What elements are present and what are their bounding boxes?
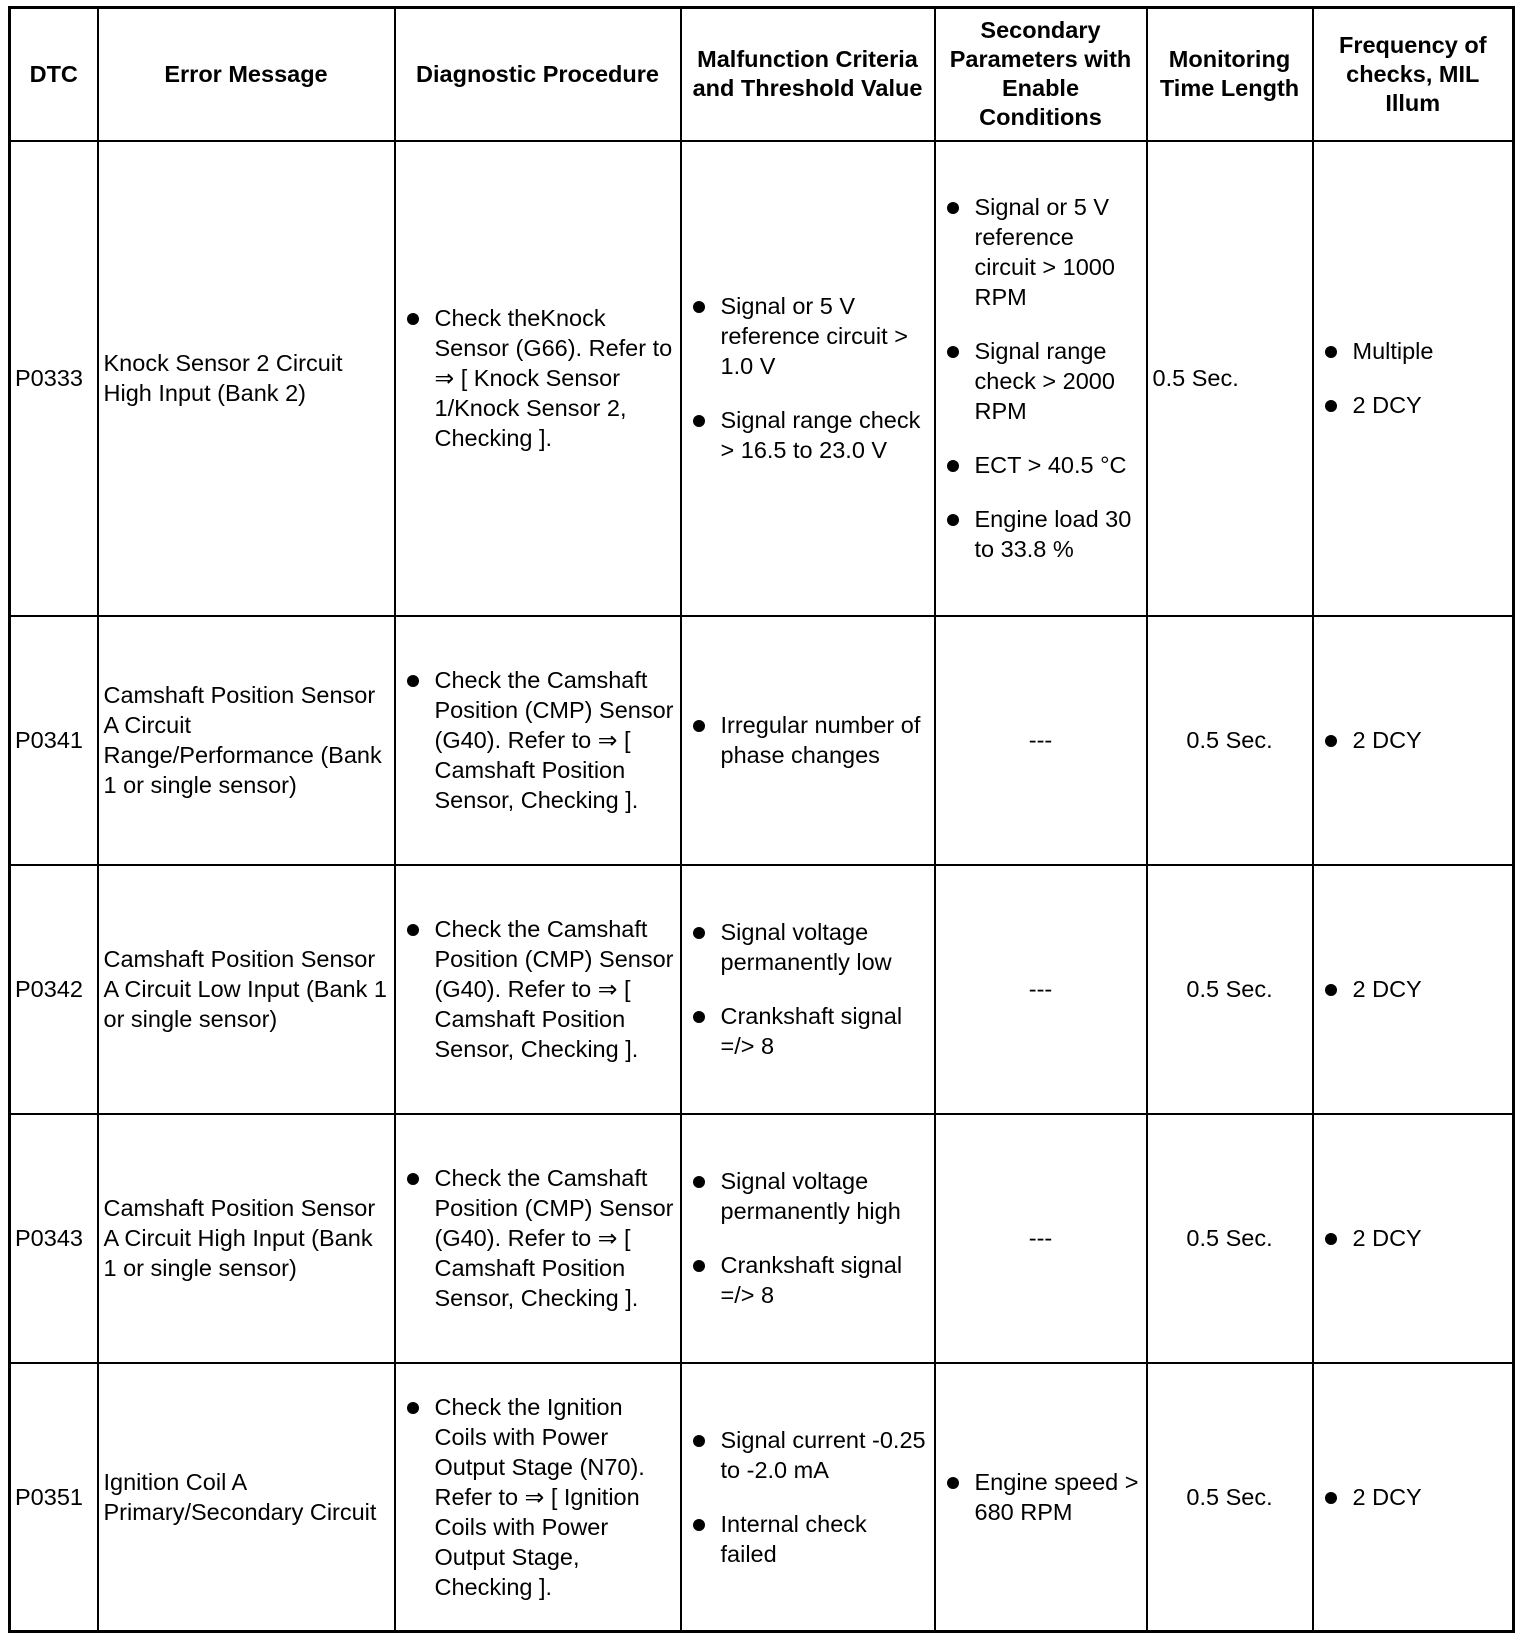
dtc-code: P0343: [15, 1225, 83, 1251]
dtc-code: P0342: [15, 976, 83, 1002]
error-message-cell: [98, 141, 395, 616]
header-diagnostic-procedure: Diagnostic Procedure: [395, 8, 681, 141]
monitoring-time-cell: [1147, 1363, 1313, 1632]
error-message: Camshaft Position Sensor A Circuit Range/Performance (Bank 1 or single sensor): [103, 682, 382, 798]
dtc-code-cell: [10, 1363, 98, 1632]
diagnostic-procedure-cell: [395, 865, 681, 1114]
list-item: Check the Camshaft Position (CMP) Sensor (G40). Refer to ⇒ [ Camshaft Position Sensor, Checking ].: [401, 1163, 675, 1313]
secondary-parameters-list: [941, 192, 1141, 564]
list-item: Engine speed > 680 RPM: [941, 1467, 1141, 1527]
monitoring-time: 0.5 Sec.: [1186, 1225, 1273, 1251]
frequency-list: [1319, 336, 1508, 420]
table-row: [10, 1363, 1514, 1632]
diagnostic-procedure-list: [401, 303, 675, 453]
frequency-cell: [1313, 141, 1514, 616]
monitoring-time-cell: [1147, 616, 1313, 865]
frequency-cell: [1313, 1114, 1514, 1363]
malfunction-criteria-cell: [681, 141, 935, 616]
dtc-code-cell: [10, 865, 98, 1114]
list-item: Signal current -0.25 to -2.0 mA: [687, 1425, 929, 1485]
malfunction-criteria-list: [687, 917, 929, 1061]
list-item: 2 DCY: [1319, 974, 1508, 1004]
table-row: [10, 1114, 1514, 1363]
dtc-code-cell: [10, 141, 98, 616]
list-item: Signal range check > 2000 RPM: [941, 336, 1141, 426]
secondary-parameters-cell: [935, 616, 1147, 865]
header-row: [10, 8, 1514, 141]
list-item: Check the Camshaft Position (CMP) Sensor (G40). Refer to ⇒ [ Camshaft Position Sensor, Checking ].: [401, 665, 675, 815]
frequency-list: [1319, 1482, 1508, 1512]
error-message: Ignition Coil A Primary/Secondary Circuit: [103, 1468, 377, 1525]
header-error-message: Error Message: [98, 8, 395, 141]
list-item: Multiple: [1319, 336, 1508, 366]
header-dtc: DTC: [10, 8, 98, 141]
error-message: Knock Sensor 2 Circuit High Input (Bank 2): [103, 350, 343, 406]
monitoring-time-cell: [1147, 865, 1313, 1114]
list-item: Irregular number of phase changes: [687, 710, 929, 770]
list-item: ECT > 40.5 °C: [941, 450, 1141, 480]
list-item: Crankshaft signal =/> 8: [687, 1250, 929, 1310]
header-malfunction-criteria: Malfunction Criteria and Threshold Value: [681, 8, 935, 141]
list-item: Signal range check > 16.5 to 23.0 V: [687, 405, 929, 465]
error-message: Camshaft Position Sensor A Circuit High Input (Bank 1 or single sensor): [103, 1195, 376, 1281]
secondary-parameters-empty: ---: [1028, 1225, 1053, 1251]
diagnostic-procedure-cell: [395, 1363, 681, 1632]
list-item: 2 DCY: [1319, 390, 1508, 420]
dtc-code: P0333: [15, 365, 83, 391]
frequency-list: [1319, 974, 1508, 1004]
dtc-table: [8, 6, 1515, 1633]
frequency-cell: [1313, 616, 1514, 865]
diagnostic-procedure-cell: [395, 616, 681, 865]
list-item: Signal voltage permanently low: [687, 917, 929, 977]
monitoring-time: 0.5 Sec.: [1152, 365, 1239, 391]
list-item: 2 DCY: [1319, 1482, 1508, 1512]
dtc-code-cell: [10, 1114, 98, 1363]
list-item: Engine load 30 to 33.8 %: [941, 504, 1141, 564]
malfunction-criteria-list: [687, 1166, 929, 1310]
malfunction-criteria-list: [687, 291, 929, 465]
secondary-parameters-empty: ---: [1028, 976, 1053, 1002]
list-item: Check the Ignition Coils with Power Output Stage (N70). Refer to ⇒ [ Ignition Coils with Power Output Stage, Checking ].: [401, 1392, 675, 1602]
malfunction-criteria-cell: [681, 1114, 935, 1363]
list-item: Check theKnock Sensor (G66). Refer to ⇒ [ Knock Sensor 1/Knock Sensor 2, Checking ].: [401, 303, 675, 453]
dtc-code-cell: [10, 616, 98, 865]
malfunction-criteria-list: [687, 1425, 929, 1569]
list-item: 2 DCY: [1319, 1223, 1508, 1253]
dtc-code: P0351: [15, 1483, 83, 1510]
malfunction-criteria-cell: [681, 865, 935, 1114]
diagnostic-procedure-cell: [395, 141, 681, 616]
monitoring-time: 0.5 Sec.: [1186, 976, 1273, 1002]
error-message-cell: [98, 1114, 395, 1363]
secondary-parameters-cell: [935, 1363, 1147, 1632]
list-item: Internal check failed: [687, 1509, 929, 1569]
header-monitoring-time: Monitoring Time Length: [1147, 8, 1313, 141]
diagnostic-procedure-list: [401, 914, 675, 1064]
monitoring-time-cell: [1147, 141, 1313, 616]
monitoring-time: 0.5 Sec.: [1186, 727, 1273, 753]
malfunction-criteria-cell: [681, 616, 935, 865]
list-item: Signal voltage permanently high: [687, 1166, 929, 1226]
malfunction-criteria-list: [687, 710, 929, 770]
diagnostic-procedure-list: [401, 665, 675, 815]
list-item: Signal or 5 V reference circuit > 1000 RPM: [941, 192, 1141, 312]
monitoring-time: 0.5 Sec.: [1186, 1483, 1273, 1510]
table-row: [10, 865, 1514, 1114]
diagnostic-procedure-list: [401, 1392, 675, 1602]
frequency-cell: [1313, 1363, 1514, 1632]
secondary-parameters-cell: [935, 1114, 1147, 1363]
list-item: Crankshaft signal =/> 8: [687, 1001, 929, 1061]
list-item: Signal or 5 V reference circuit > 1.0 V: [687, 291, 929, 381]
frequency-list: [1319, 1223, 1508, 1253]
error-message: Camshaft Position Sensor A Circuit Low Input (Bank 1 or single sensor): [103, 946, 387, 1032]
malfunction-criteria-cell: [681, 1363, 935, 1632]
diagnostic-procedure-cell: [395, 1114, 681, 1363]
diagnostic-procedure-list: [401, 1163, 675, 1313]
error-message-cell: [98, 865, 395, 1114]
error-message-cell: [98, 616, 395, 865]
table-row: [10, 141, 1514, 616]
list-item: 2 DCY: [1319, 725, 1508, 755]
frequency-list: [1319, 725, 1508, 755]
secondary-parameters-cell: [935, 865, 1147, 1114]
header-secondary-parameters: Secondary Parameters with Enable Conditions: [935, 8, 1147, 141]
header-frequency: Frequency of checks, MIL Illum: [1313, 8, 1514, 141]
monitoring-time-cell: [1147, 1114, 1313, 1363]
list-item: Check the Camshaft Position (CMP) Sensor (G40). Refer to ⇒ [ Camshaft Position Sensor, Checking ].: [401, 914, 675, 1064]
frequency-cell: [1313, 865, 1514, 1114]
secondary-parameters-list: [941, 1467, 1141, 1527]
error-message-cell: [98, 1363, 395, 1632]
table-row: [10, 616, 1514, 865]
secondary-parameters-cell: [935, 141, 1147, 616]
secondary-parameters-empty: ---: [1028, 727, 1053, 753]
dtc-code: P0341: [15, 727, 83, 753]
